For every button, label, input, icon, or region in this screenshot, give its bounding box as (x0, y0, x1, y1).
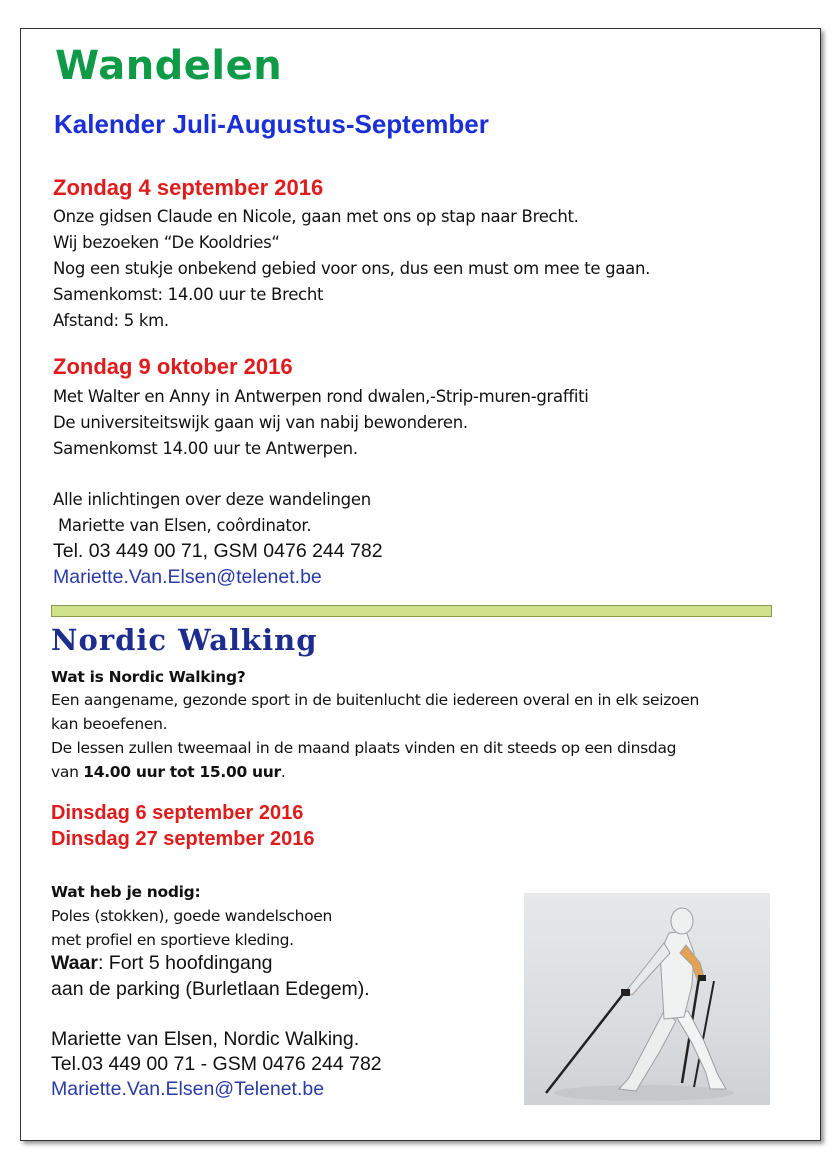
event2-line-3: Samenkomst 14.00 uur te Antwerpen. (53, 439, 358, 458)
info-email-link[interactable]: Mariette.Van.Elsen@telenet.be (53, 566, 322, 588)
wandelen-title: Wandelen (55, 43, 283, 89)
where-line (51, 950, 273, 976)
nordic-desc-4-pre: van (51, 763, 84, 781)
event2-heading: Zondag 9 oktober 2016 (53, 354, 293, 379)
where-label: Waar (51, 952, 98, 974)
info-phone: Tel. 03 449 00 71, GSM 0476 244 782 (53, 540, 383, 562)
needs-line-2: met profiel en sportieve kleding. (51, 931, 294, 949)
walker-svg (524, 893, 770, 1105)
section-divider (51, 605, 772, 617)
nordic-desc-1: Een aangename, gezonde sport in de buitenlucht die iedereen overal en in elk seizoen (51, 691, 699, 709)
event1-line-2: Wij bezoeken “De Kooldries“ (53, 233, 280, 252)
nordic-desc-3: De lessen zullen tweemaal in de maand plaats vinden en dit steeds op een dinsdag (51, 739, 677, 757)
nordic-desc-2: kan beoefenen. (51, 715, 168, 733)
event1-line-4: Samenkomst: 14.00 uur te Brecht (53, 285, 324, 304)
event1-heading: Zondag 4 september 2016 (53, 175, 324, 200)
where-line-2: aan de parking (Burletlaan Edegem). (51, 978, 370, 1000)
needs-line-1: Poles (stokken), goede wandelschoen (51, 907, 333, 925)
nordic-date-1: Dinsdag 6 september 2016 (51, 802, 304, 824)
info-line-1: Alle inlichtingen over deze wandelingen (53, 490, 371, 509)
nordic-walking-title: Nordic Walking (51, 623, 318, 657)
nordic-desc-4 (51, 760, 286, 784)
event1-line-5: Afstand: 5 km. (53, 311, 169, 330)
event2-line-2: De universiteitswijk gaan wij van nabij bewonderen. (53, 413, 468, 432)
info-line-2: Mariette van Elsen, coôrdinator. (53, 516, 312, 535)
event1-line-3: Nog een stukje onbekend gebied voor ons, dus een must om mee te gaan. (53, 259, 651, 278)
needs-heading: Wat heb je nodig: (51, 883, 201, 901)
flyer-page (20, 28, 821, 1141)
nordic-desc-4-post: . (280, 763, 286, 781)
where-text: : Fort 5 hoofdingang (97, 952, 273, 974)
contact-name: Mariette van Elsen, Nordic Walking. (51, 1028, 360, 1050)
contact-phone: Tel.03 449 00 71 - GSM 0476 244 782 (51, 1053, 382, 1075)
event1-line-1: Onze gidsen Claude en Nicole, gaan met ons op stap naar Brecht. (53, 207, 579, 226)
calendar-subtitle: Kalender Juli-Augustus-September (54, 109, 489, 139)
nordic-question: Wat is Nordic Walking? (51, 668, 246, 686)
nordic-walker-figure-icon (524, 893, 770, 1105)
event2-line-1: Met Walter en Anny in Antwerpen rond dwalen,-Strip-muren-graffiti (53, 387, 589, 406)
contact-email-link[interactable]: Mariette.Van.Elsen@Telenet.be (51, 1078, 325, 1100)
nordic-time: 14.00 uur tot 15.00 uur (83, 763, 281, 781)
nordic-date-2: Dinsdag 27 september 2016 (51, 828, 315, 850)
